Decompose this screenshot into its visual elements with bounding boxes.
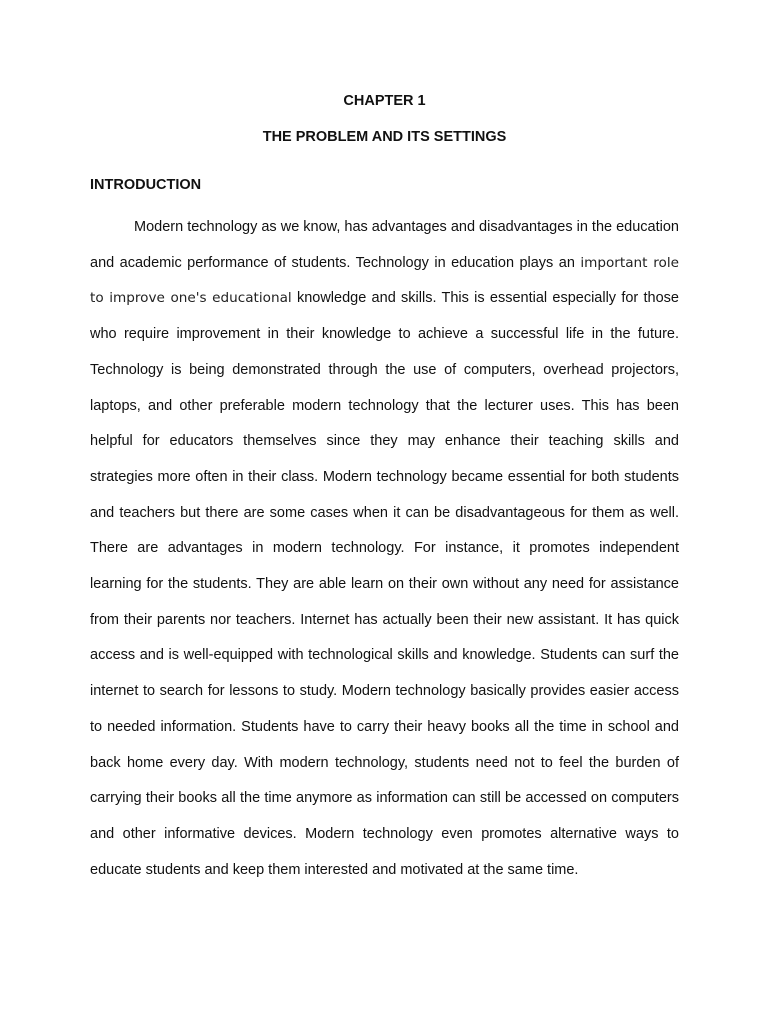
paragraph-text-part-2: important role to improve one's educational bbox=[90, 254, 679, 307]
paragraph-text-part-1: Modern technology as we know, has advantages and disadvantages in the education and academic performance of students. Technology in education plays an bbox=[90, 219, 679, 271]
chapter-title: THE PROBLEM AND ITS SETTINGS bbox=[262, 129, 507, 145]
section-heading: INTRODUCTION bbox=[90, 177, 202, 193]
introduction-paragraph bbox=[90, 210, 679, 888]
chapter-label: CHAPTER 1 bbox=[343, 93, 426, 109]
paragraph-text-part-3: knowledge and skills. This is essential especially for those who require improvement in their knowledge to achieve a successful life in the future. Technology is being demonstrated through the use of computers, overhead projectors, laptops, and other preferable modern technology that the lecturer uses. This has been helpful for educators themselves since they may enhance their teaching skills and strategies more often in their class. Modern technology became essential for both students and teachers but there are some cases when it can be disadvantageous for them as well. There are advantages in modern technology. For instance, it promotes independent learning for the students. They are able learn on their own without any need for assistance from their parents nor teachers. Internet has actually been their new assistant. It has quick access and is well-equipped with technological skills and knowledge. Students can surf the internet to search for lessons to study. Modern technology basically provides easier access to needed information. Students have to carry their heavy books all the time in school and back home every day. With modern technology, students need not to feel the burden of carrying their books all the time anymore as information can still be accessed on computers and other informative devices. Modern technology even promotes alternative ways to educate students and keep them interested and motivated at the same time. bbox=[90, 290, 679, 878]
